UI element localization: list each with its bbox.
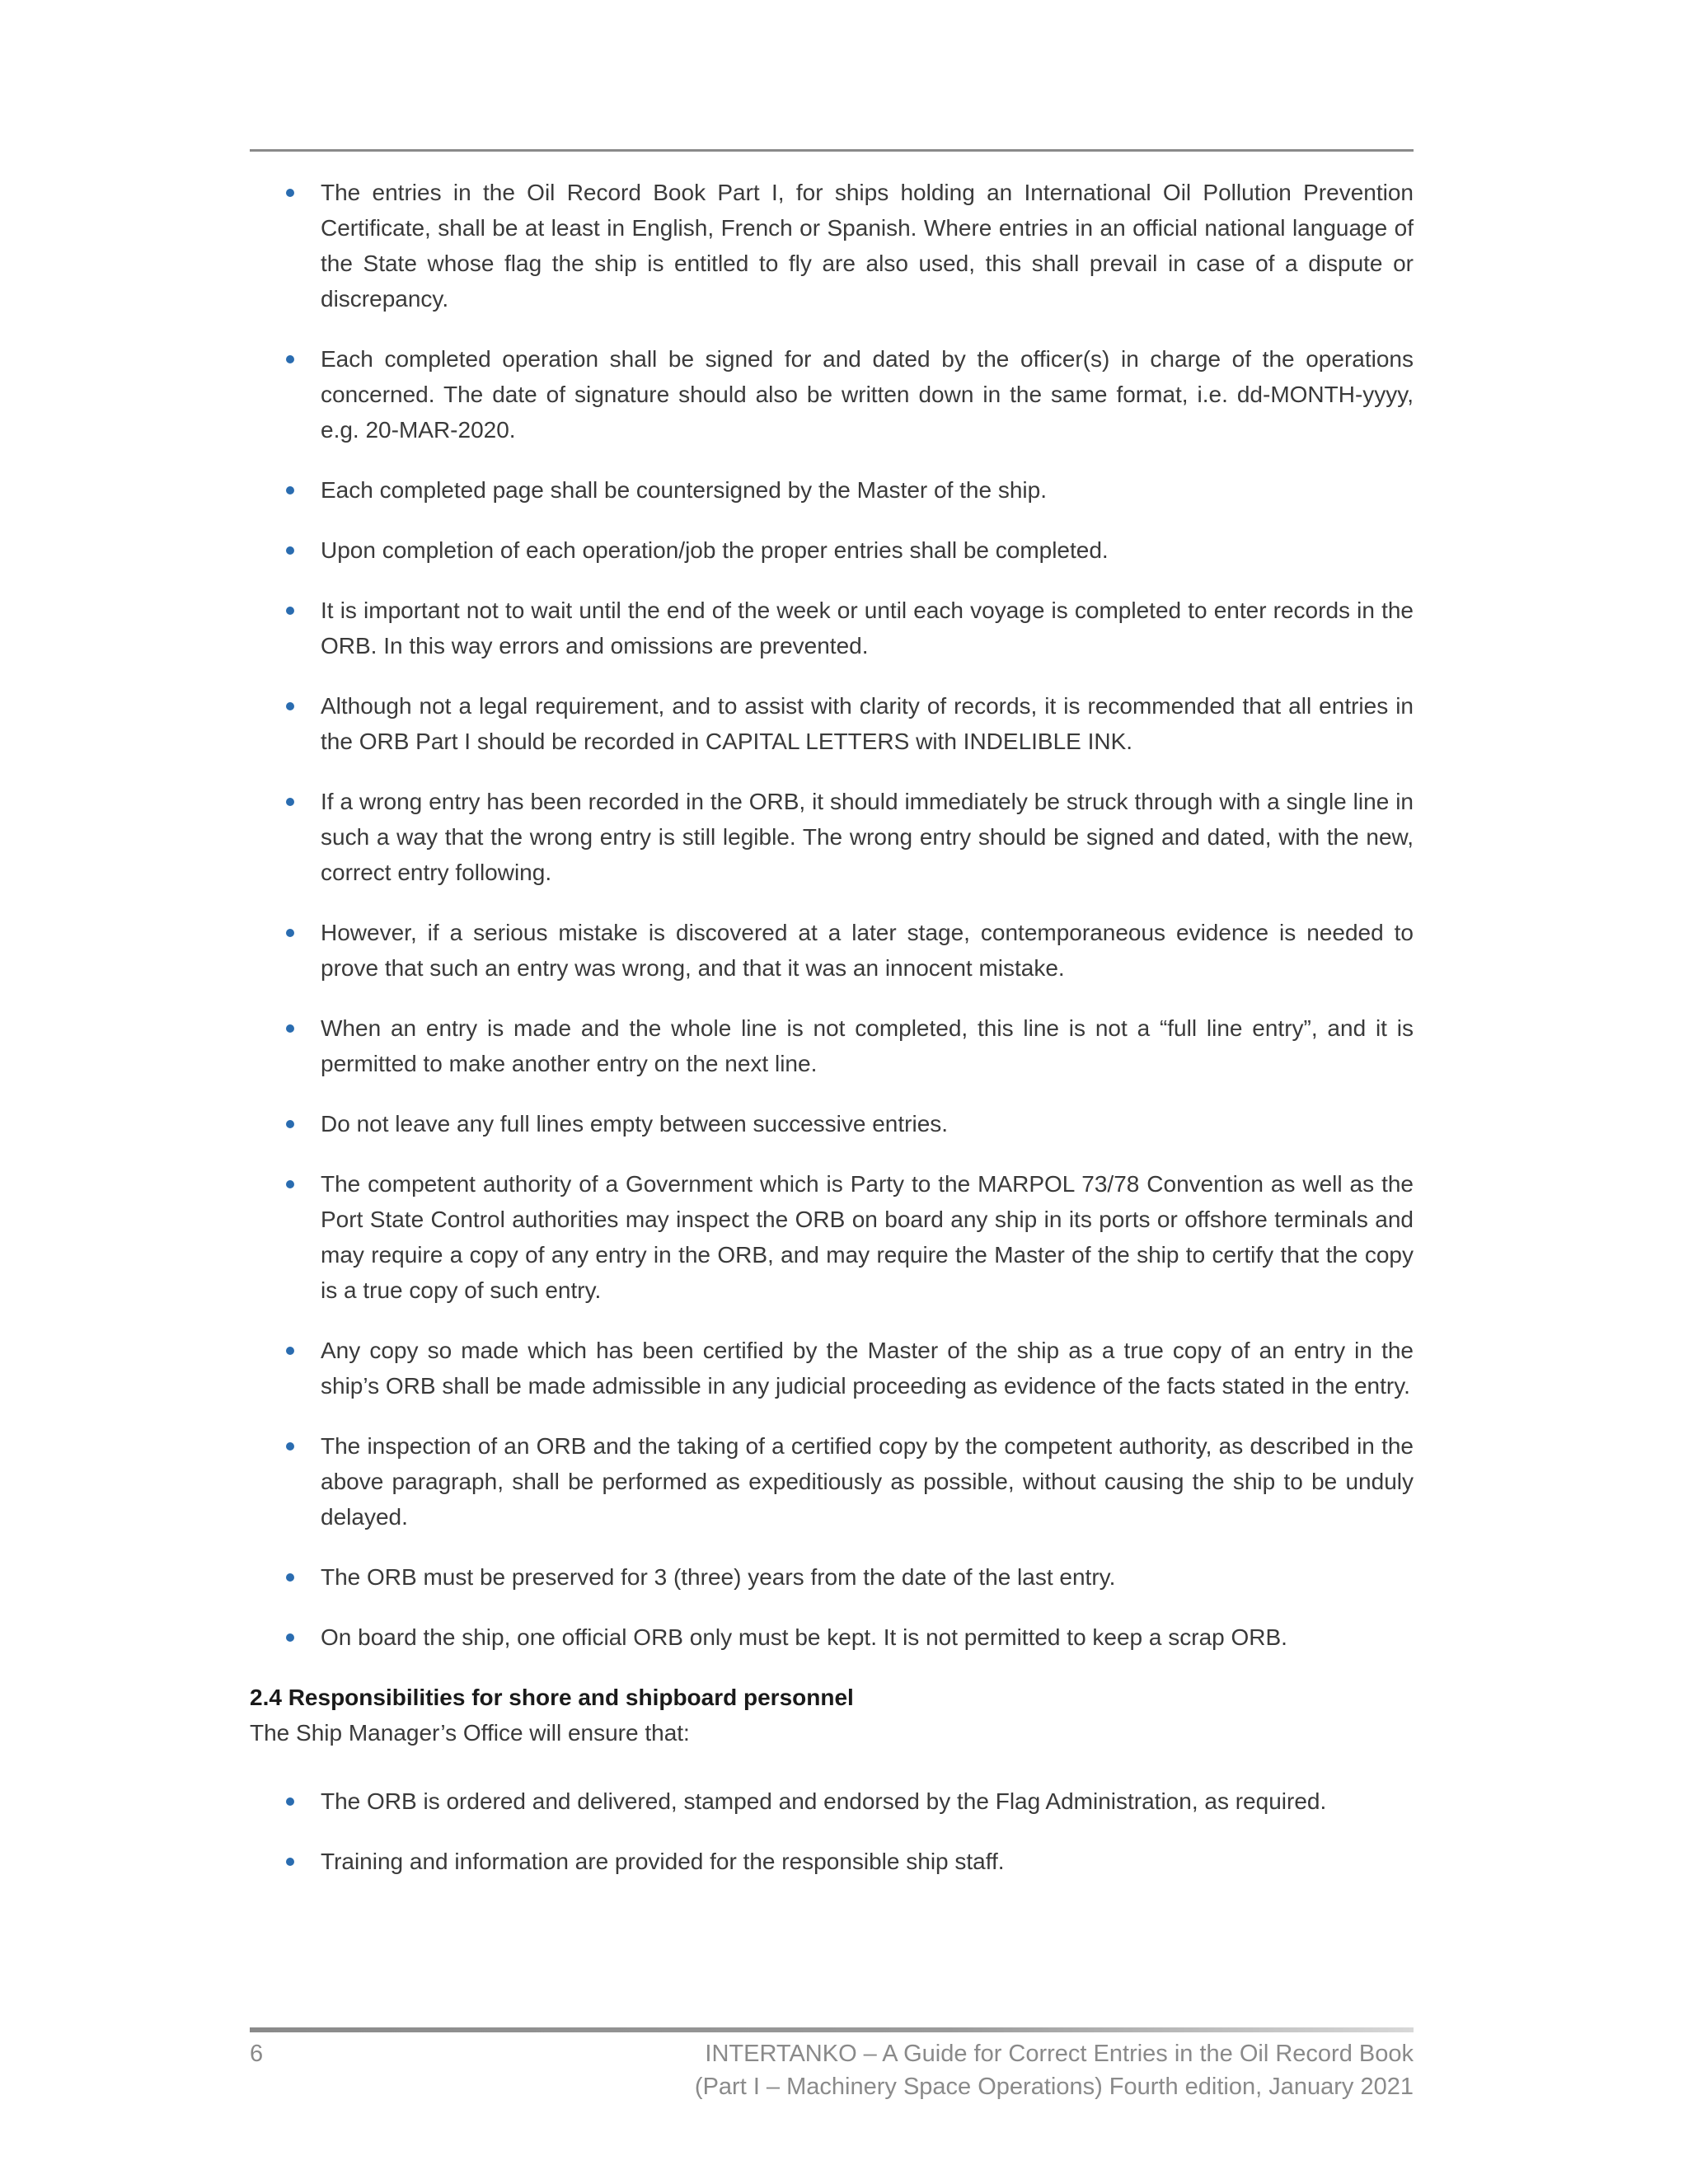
list-item	[250, 1106, 1414, 1141]
list-item-text: Do not leave any full lines empty between successive entries.	[321, 1111, 949, 1137]
footer-line-1: INTERTANKO – A Guide for Correct Entries in the Oil Record Book	[705, 2041, 1414, 2067]
list-item-text: Although not a legal requirement, and to assist with clarity of records, it is recommended that all entries in the ORB Part I should be recorded in CAPITAL LETTERS with INDELIBLE INK.	[321, 693, 1414, 754]
bullet-icon	[286, 1024, 294, 1033]
header-divider	[250, 149, 1414, 152]
list-item	[250, 1783, 1414, 1819]
bullet-icon	[286, 1442, 294, 1451]
list-item	[250, 1844, 1414, 1879]
list-item-text: The inspection of an ORB and the taking of a certified copy by the competent authority, as described in the above paragraph, shall be performed as expeditiously as possible, without causing the ship to be unduly delayed.	[321, 1433, 1414, 1530]
list-item	[250, 915, 1414, 986]
list-item-text: The entries in the Oil Record Book Part I, for ships holding an International Oil Pollution Prevention Certificate, shall be at least in English, French or Spanish. Where entries in an official national language of the State whose flag the ship is entitled to fly are also used, this shall prevail in case of a dispute or discrepancy.	[321, 180, 1414, 312]
bullet-icon	[286, 1797, 294, 1806]
bullet-icon	[286, 355, 294, 363]
list-item-text: When an entry is made and the whole line is not completed, this line is not a “full line entry”, and it is permitted to make another entry on the next line.	[321, 1015, 1414, 1076]
list-item-text: Training and information are provided for the responsible ship staff.	[321, 1849, 1005, 1874]
bullet-icon	[286, 546, 294, 555]
list-item-text: If a wrong entry has been recorded in the ORB, it should immediately be struck through with a single line in such a way that the wrong entry is still legible. The wrong entry should be signed and dated, with the new, correct entry following.	[321, 789, 1414, 885]
footer-divider	[250, 2027, 1414, 2032]
bullet-icon	[286, 1120, 294, 1128]
list-item	[250, 472, 1414, 508]
footer-citation	[695, 2037, 1414, 2103]
bullet-icon	[286, 798, 294, 806]
bullet-list-responsibilities	[250, 1783, 1414, 1879]
list-item-text: However, if a serious mistake is discovered at a later stage, contemporaneous evidence is needed to prove that such an entry was wrong, and that it was an innocent mistake.	[321, 920, 1414, 981]
list-item-text: The ORB is ordered and delivered, stamped and endorsed by the Flag Administration, as required.	[321, 1788, 1327, 1814]
bullet-list-main	[250, 175, 1414, 1655]
bullet-icon	[286, 1347, 294, 1355]
bullet-icon	[286, 929, 294, 937]
list-item-text: Each completed page shall be countersigned by the Master of the ship.	[321, 477, 1047, 503]
list-item-text: The ORB must be preserved for 3 (three) years from the date of the last entry.	[321, 1564, 1116, 1590]
page-content	[250, 175, 1414, 1904]
bullet-icon	[286, 1180, 294, 1188]
list-item	[250, 593, 1414, 663]
section-intro: The Ship Manager’s Office will ensure that:	[250, 1720, 690, 1746]
list-item-text: The competent authority of a Government which is Party to the MARPOL 73/78 Convention as well as the Port State Control authorities may inspect the ORB on board any ship in its ports or offshore terminals and may require a copy of any entry in the ORB, and may require the Master of the ship to certify that the copy is a true copy of such entry.	[321, 1171, 1414, 1303]
list-item	[250, 784, 1414, 890]
list-item-text: Upon completion of each operation/job the proper entries shall be completed.	[321, 537, 1109, 563]
list-item-text: On board the ship, one official ORB only must be kept. It is not permitted to keep a scrap ORB.	[321, 1624, 1287, 1650]
list-item	[250, 1166, 1414, 1308]
bullet-icon	[286, 607, 294, 615]
list-item	[250, 175, 1414, 316]
list-item	[250, 1010, 1414, 1081]
bullet-icon	[286, 1858, 294, 1866]
section-heading: 2.4 Responsibilities for shore and shipboard personnel	[250, 1685, 854, 1710]
list-item	[250, 1559, 1414, 1595]
list-item	[250, 341, 1414, 448]
list-item	[250, 1428, 1414, 1535]
list-item-text: It is important not to wait until the end of the week or until each voyage is completed to enter records in the ORB. In this way errors and omissions are prevented.	[321, 598, 1414, 658]
list-item-text: Each completed operation shall be signed for and dated by the officer(s) in charge of the operations concerned. The date of signature should also be written down in the same format, i.e. dd-MONTH-yyyy, e.g. 20-MAR-2020.	[321, 346, 1414, 443]
footer-line-2: (Part I – Machinery Space Operations) Fourth edition, January 2021	[694, 2074, 1414, 2100]
list-item	[250, 1619, 1414, 1655]
bullet-icon	[286, 189, 294, 197]
bullet-icon	[286, 702, 294, 710]
list-item-text: Any copy so made which has been certified by the Master of the ship as a true copy of an entry in the ship’s ORB shall be made admissible in any judicial proceeding as evidence of the facts stated in the entry.	[321, 1338, 1414, 1399]
bullet-icon	[286, 1573, 294, 1582]
list-item	[250, 532, 1414, 568]
page-number: 6	[250, 2041, 264, 2067]
list-item	[250, 688, 1414, 759]
list-item	[250, 1333, 1414, 1404]
bullet-icon	[286, 1633, 294, 1642]
bullet-icon	[286, 486, 294, 494]
